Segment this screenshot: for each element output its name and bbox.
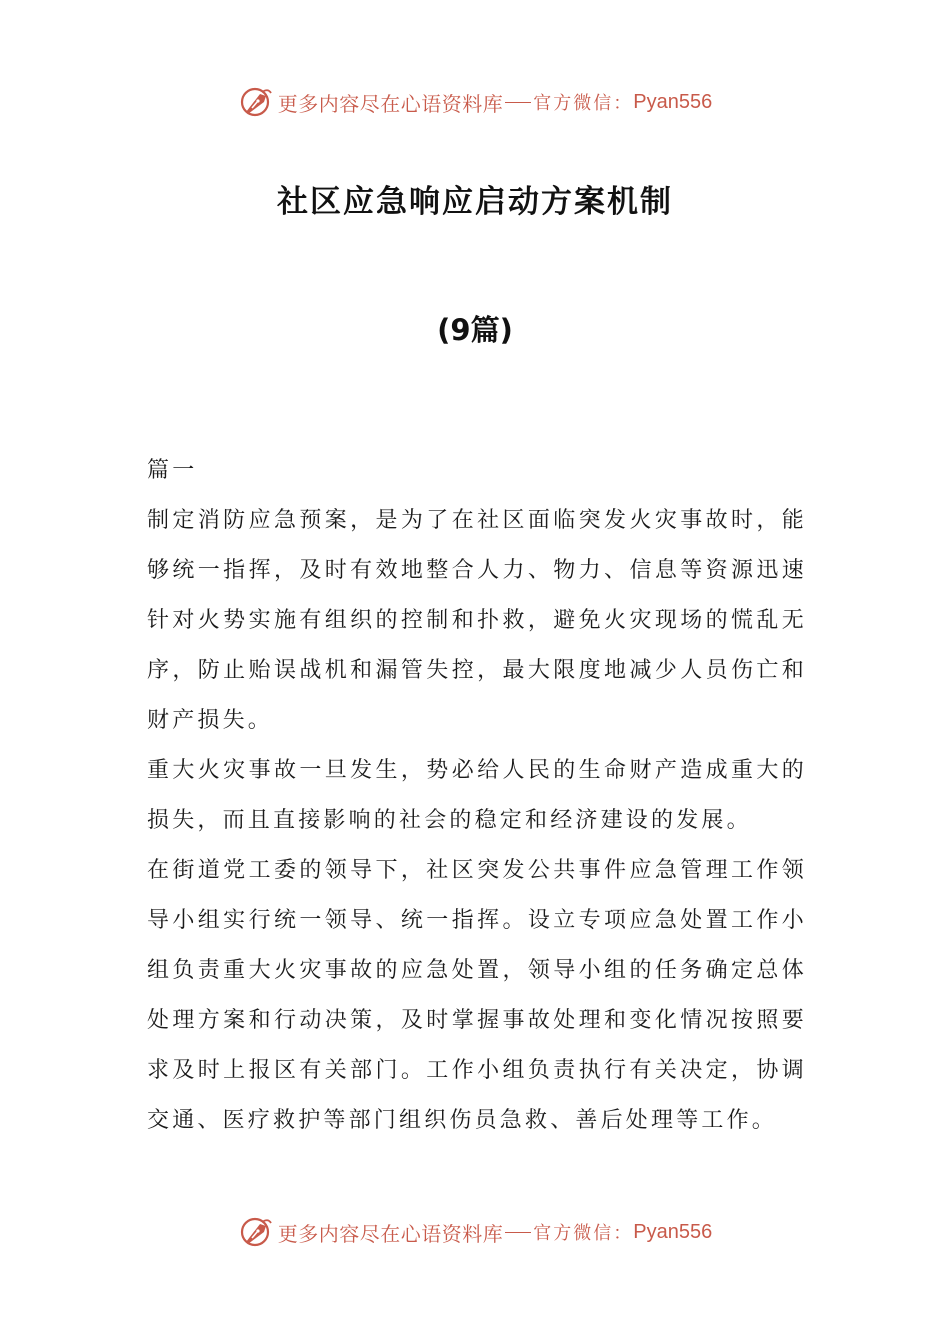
banner-dash	[505, 102, 531, 103]
footer-banner	[0, 1212, 950, 1252]
banner-text: 更多内容尽在心语资料库	[277, 1221, 504, 1246]
banner-wechat-id: Pyan556	[633, 90, 713, 113]
paragraph: 制定消防应急预案，是为了在社区面临突发火灾事故时，能够统一指挥，及时有效地整合人力、物力、信息等资源迅速针对火势实施有组织的控制和扑救，避免火灾现场的慌乱无序，防止贻误战机和漏管失控，最大限度地减少人员伤亡和财产损失。	[147, 508, 807, 733]
document-title: 社区应急响应启动方案机制	[277, 184, 673, 220]
pen-nib-logo-icon	[238, 84, 274, 120]
banner-wechat-id: Pyan556	[633, 1220, 713, 1243]
header-banner	[0, 82, 950, 122]
paragraph: 重大火灾事故一旦发生，势必给人民的生命财产造成重大的损失，而且直接影响的社会的稳定和经济建设的发展。	[147, 758, 807, 833]
banner-wechat-label: 官方微信：	[533, 93, 634, 114]
banner-dash	[505, 1232, 531, 1233]
paragraph: 在街道党工委的领导下，社区突发公共事件应急管理工作领导小组实行统一领导、统一指挥。设立专项应急处置工作小组负责重大火灾事故的应急处置，领导小组的任务确定总体处理方案和行动决策，及时掌握事故处理和变化情况按照要求及时上报区有关部门。工作小组负责执行有关决定，协调交通、医疗救护等部门组织伤员急救、善后处理等工作。	[147, 858, 807, 1133]
document-subtitle: (9篇)	[437, 313, 513, 347]
banner-wechat-label: 官方微信：	[533, 1223, 634, 1244]
document-body	[147, 446, 807, 1146]
section-label: 篇一	[147, 458, 198, 483]
banner-text: 更多内容尽在心语资料库	[277, 91, 504, 116]
pen-nib-logo-icon	[238, 1214, 274, 1250]
